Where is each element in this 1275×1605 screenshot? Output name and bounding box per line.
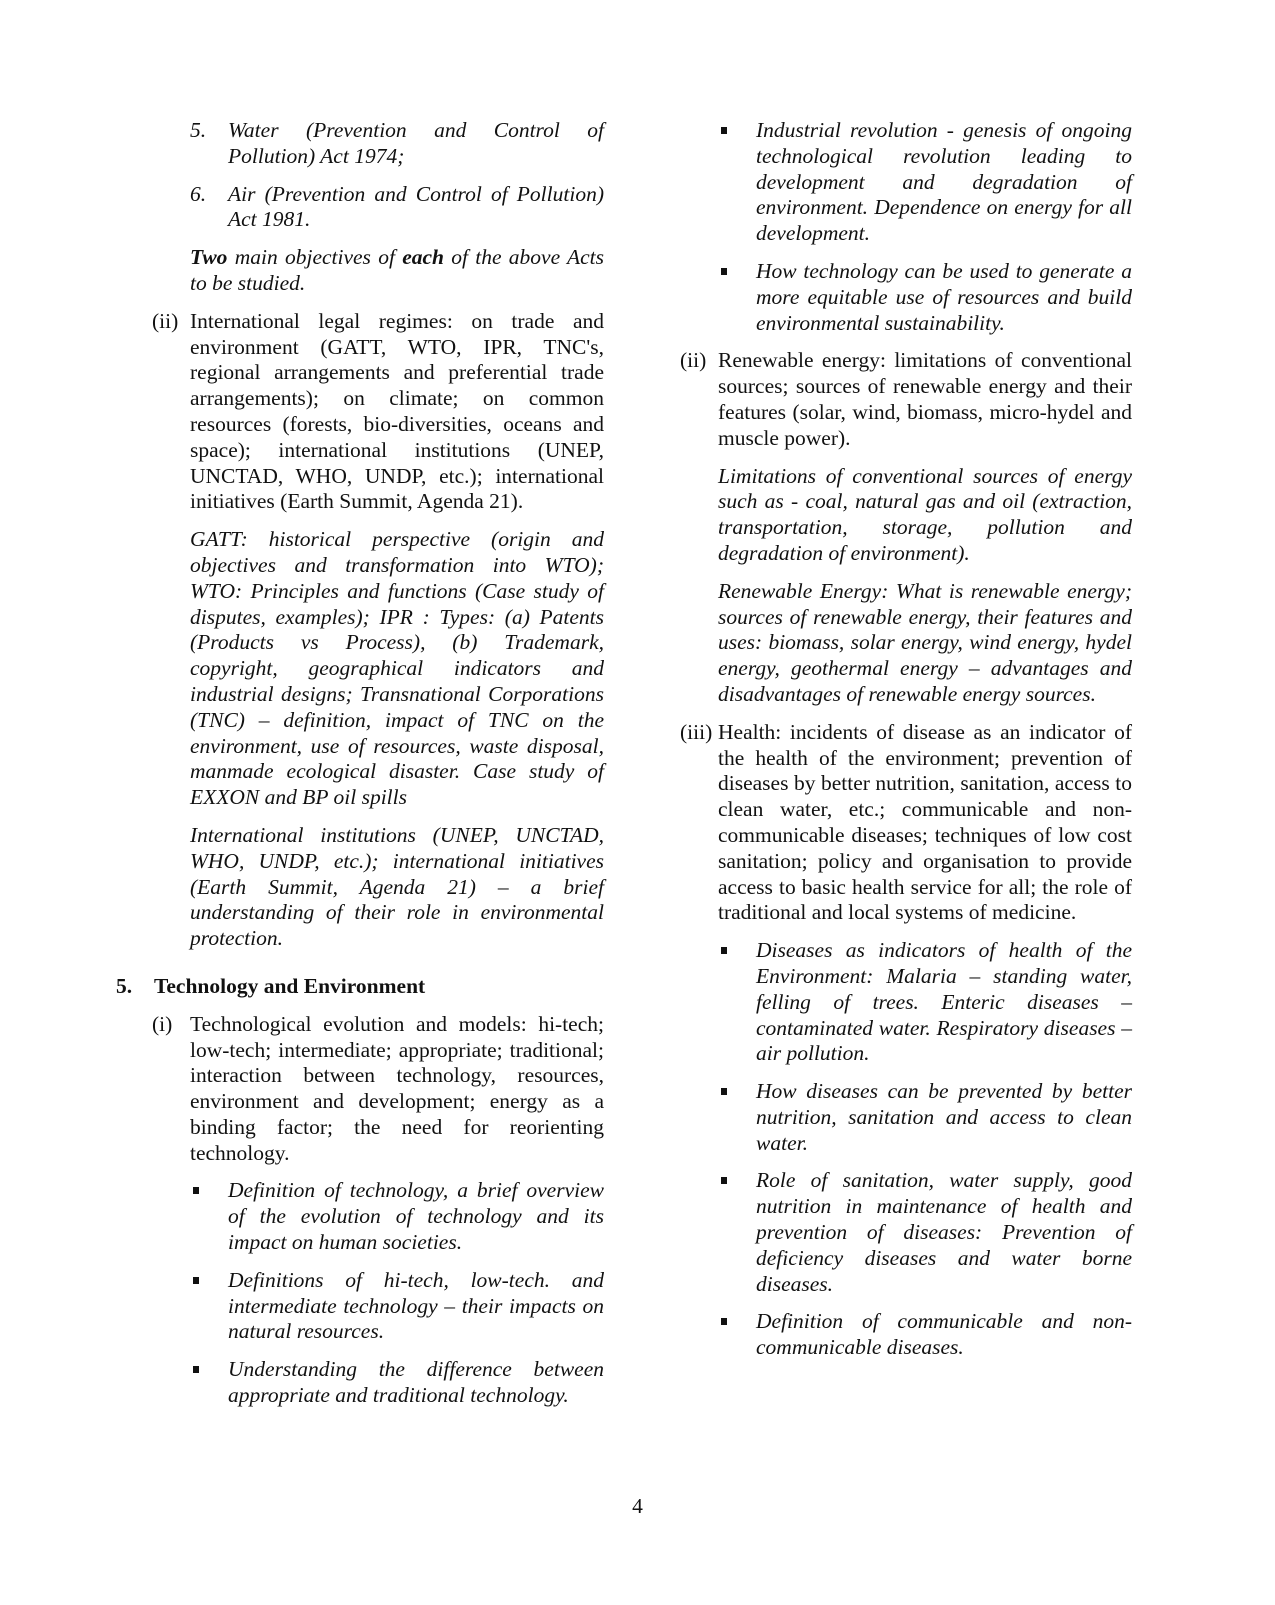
item-text: Health: incidents of disease as an indicator of the health of the environment; prevention of diseases by better nutrition, sanitation, access to clean water, etc.; communicable and non-communicable diseases; techniques of low cost sanitation; policy and organisation to provide access to basic health service for all; the role of traditional and local systems of medicine.: [718, 719, 1132, 925]
left-column: [116, 118, 604, 1409]
list-item: [718, 1168, 1132, 1297]
item-label: (ii): [680, 348, 707, 373]
list-item: [190, 1357, 604, 1409]
square-bullet-icon: [190, 1178, 228, 1255]
item-international-legal-regimes: [116, 309, 604, 952]
item-label: (i): [152, 1011, 173, 1036]
objectives-note: [116, 245, 604, 297]
right-column: [680, 118, 1132, 1361]
objectives-note-mid: main objectives of: [227, 245, 403, 270]
list-item: [190, 1268, 604, 1345]
bullet-list: [190, 1178, 604, 1408]
act-number: 5.: [190, 118, 207, 142]
list-item: [718, 1309, 1132, 1361]
list-item: [718, 118, 1132, 247]
item-text: Technological evolution and models: hi-tech; low-tech; intermediate; appropriate; traditional; interaction between technology, resources, environment and development; energy as a binding factor; the need for reorienting technology.: [190, 1011, 604, 1165]
square-bullet-icon: [190, 1268, 228, 1345]
bullet-list: [680, 118, 1132, 336]
bullet-text: Understanding the difference between appropriate and traditional technology.: [228, 1357, 604, 1408]
section-heading: [116, 974, 604, 1000]
act-number: 6.: [190, 181, 207, 206]
list-item: [190, 1178, 604, 1255]
act-item: [190, 182, 604, 234]
square-bullet-icon: [190, 1357, 228, 1409]
act-text: Air (Prevention and Control of Pollution) Act 1981.: [228, 181, 604, 232]
item-text: International legal regimes: on trade and environment (GATT, WTO, IPR, TNC's, regional arrangements and preferential trade arrangements); on climate; on common resources (forests, bio-diversities, oceans and space); international institutions (UNEP, UNCTAD, WHO, UNDP, etc.); international initiatives (Earth Summit, Agenda 21).: [190, 308, 604, 514]
emphasis-two: Two: [190, 245, 228, 270]
item-text: Renewable energy: limitations of conventional sources; sources of renewable energy and their features (solar, wind, biomass, micro-hydel and muscle power).: [718, 348, 1132, 450]
act-text: Water (Prevention and Control of Pollution) Act 1974;: [228, 118, 604, 168]
bullet-text: Industrial revolution - genesis of ongoing technological revolution leading to development and degradation of environment. Dependence on energy for all development.: [756, 118, 1132, 246]
item-label: (ii): [152, 308, 179, 333]
item-detail: International institutions (UNEP, UNCTAD, WHO, UNDP, etc.); international initiatives (Earth Summit, Agenda 21) – a brief understanding of their role in environmental protection.: [190, 822, 604, 951]
section-title: Technology and Environment: [154, 973, 426, 998]
act-item: [190, 118, 604, 170]
objectives-note-end: of the above Acts to be studied.: [190, 245, 604, 295]
square-bullet-icon: [718, 259, 756, 336]
bullet-text: How technology can be used to generate a more equitable use of resources and build environmental sustainability.: [756, 258, 1132, 335]
item-technological-evolution: [116, 1012, 604, 1409]
square-bullet-icon: [718, 938, 756, 1067]
square-bullet-icon: [718, 1309, 756, 1361]
section-number: 5.: [116, 973, 133, 998]
bullet-text: Definitions of hi-tech, low-tech. and intermediate technology – their impacts on natural resources.: [228, 1267, 604, 1344]
bullet-text: Definition of communicable and non-communicable diseases.: [756, 1309, 1132, 1360]
bullet-text: Role of sanitation, water supply, good nutrition in maintenance of health and prevention of diseases: Prevention of deficiency diseases and water borne diseases.: [756, 1168, 1132, 1296]
square-bullet-icon: [718, 1079, 756, 1156]
item-renewable-energy: [680, 348, 1132, 707]
emphasis-each: each: [402, 245, 444, 270]
bullet-text: Diseases as indicators of health of the Environment: Malaria – standing water, felling of trees. Enteric diseases – contaminated water. Respiratory diseases – air pollution.: [756, 938, 1132, 1066]
bullet-text: Definition of technology, a brief overview of the evolution of technology and its impact on human societies.: [228, 1178, 604, 1255]
list-item: [718, 1079, 1132, 1156]
page-number: 4: [632, 1494, 643, 1518]
list-item: [718, 259, 1132, 336]
item-detail: Renewable Energy: What is renewable energy; sources of renewable energy, their features and uses: biomass, solar energy, wind energy, hydel energy, geothermal energy – advantages and disadvantages of renewable energy sources.: [718, 578, 1132, 706]
bullet-text: How diseases can be prevented by better nutrition, sanitation and access to clean water.: [756, 1079, 1132, 1155]
square-bullet-icon: [718, 118, 756, 247]
list-item: [718, 938, 1132, 1067]
acts-list: [116, 118, 604, 233]
item-detail: Limitations of conventional sources of energy such as - coal, natural gas and oil (extraction, transportation, storage, pollution and degradation of environment).: [718, 463, 1132, 565]
square-bullet-icon: [718, 1168, 756, 1297]
item-health: [680, 720, 1132, 926]
item-label: (iii): [680, 719, 713, 744]
item-detail: GATT: historical perspective (origin and objectives and transformation into WTO); WTO: Principles and functions (Case study of disputes, examples); IPR : Types: (a) Patents (Products vs Process), (b) Trademark, copyright, geographical indicators and industrial designs; Transnational Corporations (TNC) – definition, impact of TNC on the environment, use of resources, waste disposal, manmade ecological disaster. Case study of EXXON and BP oil spills: [190, 527, 604, 810]
bullet-list: [680, 938, 1132, 1361]
